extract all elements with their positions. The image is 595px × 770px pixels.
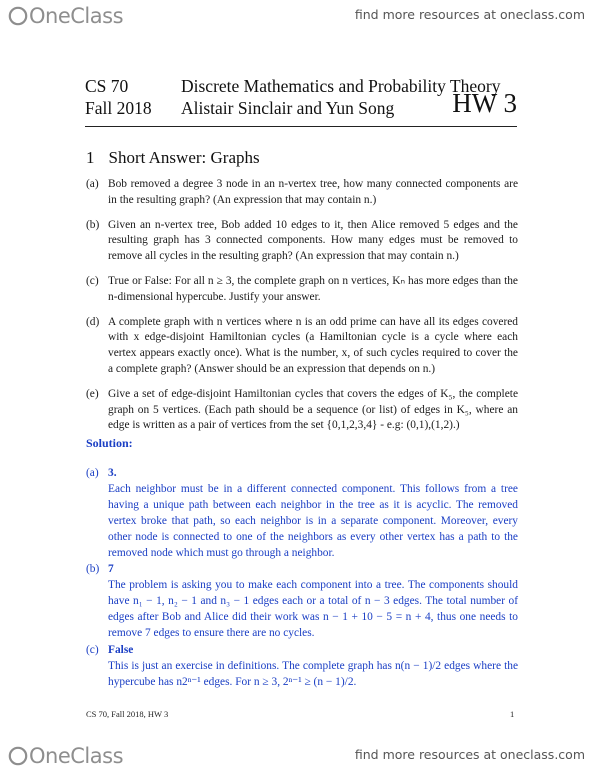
question-b: [86, 218, 518, 265]
find-resources-link-top[interactable]: find more resources at oneclass.com: [354, 7, 585, 22]
section-heading: [86, 148, 260, 168]
course-term: Fall 2018: [85, 98, 152, 118]
question-list: [86, 177, 518, 443]
solution-answer: False: [108, 644, 134, 656]
logo-text: OneClass: [29, 4, 124, 28]
solution-answer: 3.: [108, 467, 117, 479]
section-number: 1: [86, 148, 95, 167]
solution-c: [86, 642, 518, 690]
solution-text: This is just an exercise in definitions. The complete graph has n(n − 1)/2 edges where the hypercube has n2ⁿ⁻¹ edges. For n ≥ 3, 2ⁿ⁻¹ ≥ (n − 1)/2.: [108, 660, 518, 689]
question-label: (a): [86, 178, 99, 190]
logo-text: OneClass: [29, 744, 124, 768]
question-label: (d): [86, 315, 100, 328]
solution-heading: Solution:: [86, 436, 133, 450]
find-resources-link-bottom[interactable]: find more resources at oneclass.com: [354, 747, 585, 762]
document-header: [85, 74, 517, 127]
solution-text: Each neighbor must be in a different connected component. This follows from a tree having a unique path between each neighbor in the tree as it is acyclic. The removed vertex broke that path, so each neighbor is in a separate component. Moreover, every other node is connected to one of the neighbors as every other vertex has a path to the removed node which must go through a neighbor.: [108, 483, 518, 560]
solution-a: [86, 465, 518, 561]
question-label: (c): [86, 274, 99, 287]
solution-label: (c): [86, 644, 99, 656]
page-footer-course: CS 70, Fall 2018, HW 3: [86, 709, 169, 719]
question-e: [86, 387, 518, 434]
oneclass-circle-icon: [8, 746, 28, 766]
question-text: True or False: For all n ≥ 3, the complete graph on n vertices, Kₙ has more edges than the n-dimensional hypercube. Justify your answer.: [108, 274, 518, 303]
question-label: (b): [86, 218, 100, 231]
solution-text: The problem is asking you to make each component into a tree. The components should have n₁ − 1, n₂ − 1 and n₃ − 1 edges each or a total of n − 3 edges. The total number of edges after Bob and Alice did their work was n − 1 + 10 − 5 = n + 4, thus one needs to remove 7 edges to ensure there are no cycles.: [108, 579, 518, 640]
course-instructors: Alistair Sinclair and Yun Song: [181, 98, 395, 118]
question-label: (e): [86, 387, 99, 400]
question-text: Bob removed a degree 3 node in an n-vertex tree, how many connected components are in the resulting graph? (An expression that may contain n.): [108, 178, 518, 206]
solution-answer: 7: [108, 563, 114, 575]
oneclass-circle-icon: [8, 6, 28, 26]
question-d: [86, 315, 518, 378]
solution-label: (b): [86, 563, 100, 575]
question-text: Given an n-vertex tree, Bob added 10 edges to it, then Alice removed 5 edges and the resulting graph has 3 connected components. How many edges must be removed to remove all cycles in the resulting graph? (An expression that may contain n.): [108, 218, 518, 263]
bottom-branding-bar: [0, 740, 595, 770]
section-title: Short Answer: Graphs: [108, 148, 260, 167]
solution-label: (a): [86, 467, 99, 479]
course-code: CS 70: [85, 76, 129, 96]
oneclass-logo[interactable]: [8, 744, 123, 768]
question-a: [86, 177, 518, 209]
page-number: 1: [510, 709, 515, 719]
question-c: [86, 274, 518, 306]
solution-b: [86, 561, 518, 641]
homework-number: HW 3: [452, 88, 517, 118]
top-branding-bar: [0, 0, 595, 30]
question-text: A complete graph with n vertices where n is an odd prime can have all its edges covered with x edge-disjoint Hamiltonian cycles (a Hamiltonian cycle is a cycle where each vertex appears exactly once). What is the number, x, of such cycles required to cover the a complete graph? (Answer should be an expression that depends on n.): [108, 315, 518, 375]
course-title: Discrete Mathematics and Probability Theory: [181, 76, 501, 96]
question-text: Give a set of edge-disjoint Hamiltonian cycles that covers the edges of K₅, the complete graph on 5 vertices. (Each path should be a sequence (or list) of edges in K₅, where an edge is written as a pair of vertices from the set {0,1,2,3,4} - e.g: (0,1),(1,2).): [108, 387, 518, 432]
oneclass-logo[interactable]: [8, 4, 123, 28]
